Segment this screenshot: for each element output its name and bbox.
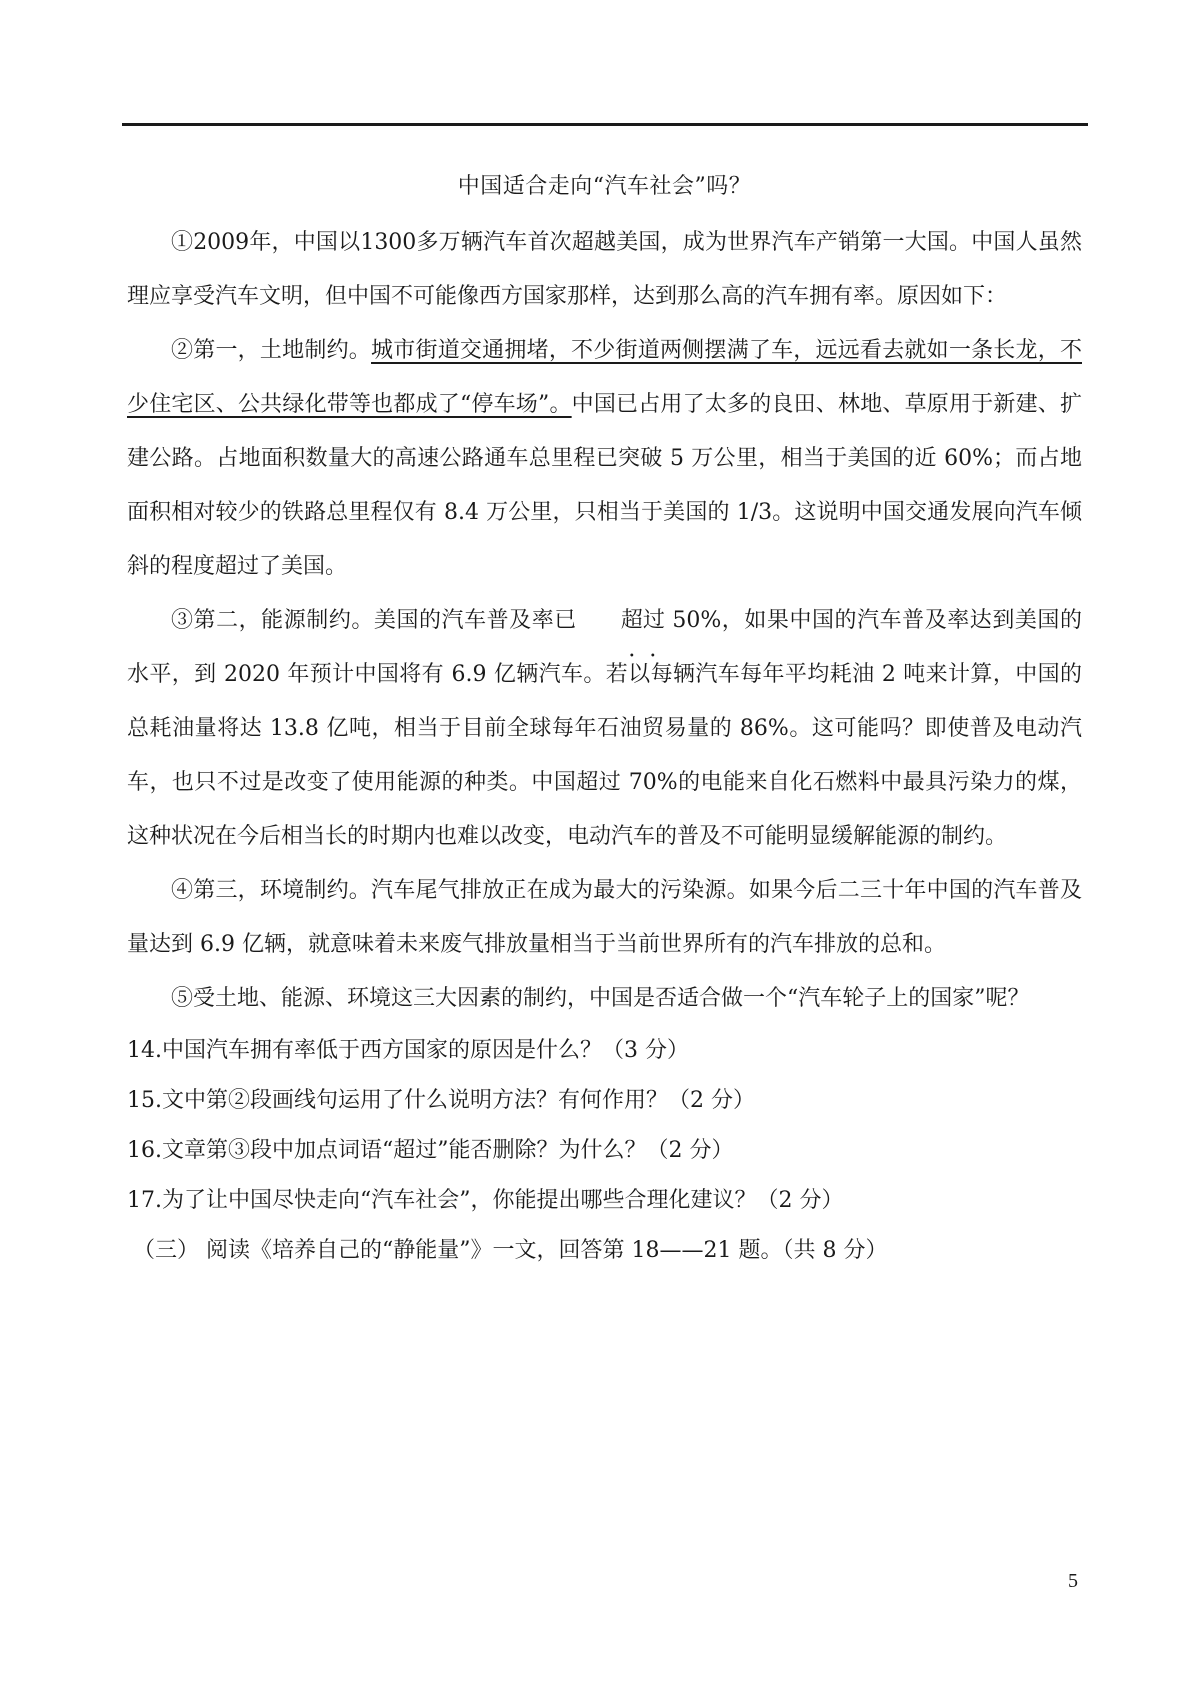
question-14: 14.中国汽车拥有率低于西方国家的原因是什么？（3 分） — [127, 1038, 689, 1063]
section-heading: （三） 阅读《培养自己的“静能量”》一文，回答第 18——21 题。（共 8 分） — [133, 1238, 888, 1263]
paragraph-3 — [127, 594, 1082, 864]
article-title: 中国适合走向“汽车社会”吗？ — [457, 174, 752, 199]
dotted-word: 超过 • • — [577, 594, 665, 648]
paragraph-1: ①2009年，中国以1300多万辆汽车首次超越美国，成为世界汽车产销第一大国。中国人虽然理应享受汽车文明，但中国不可能像西方国家那样，达到那么高的汽车拥有率。原因如下： — [127, 230, 1082, 309]
question-15: 15.文中第②段画线句运用了什么说明方法？有何作用？（2 分） — [127, 1088, 755, 1113]
paragraph-2-rest: 中国已占用了太多的良田、林地、草原用于新建、扩建公路。占地面积数量大的高速公路通车总里程已突破 5 万公里，相当于美国的近 60%；而占地面积相对较少的铁路总里程仅有 8.4 万公里，只相当于美国的 1/3。这说明中国交通发展向汽车倾斜的程度超过了美国。 — [127, 392, 1082, 579]
question-17: 17.为了让中国尽快走向“汽车社会”，你能提出哪些合理化建议？（2 分） — [127, 1188, 844, 1213]
header-rule — [122, 123, 1088, 126]
paragraph-4: ④第三，环境制约。汽车尾气排放正在成为最大的污染源。如果今后二三十年中国的汽车普及量达到 6.9 亿辆，就意味着未来废气排放量相当于当前世界所有的汽车排放的总和。 — [127, 878, 1082, 957]
paragraph-2 — [127, 324, 1082, 594]
paragraph-5: ⑤受土地、能源、环境这三大因素的制约，中国是否适合做一个“汽车轮子上的国家”呢？ — [171, 986, 1030, 1011]
paragraph-2-lead: ②第一，土地制约。 — [171, 338, 372, 363]
paragraph-3-rest: 50%，如果中国的汽车普及率达到美国的水平，到 2020 年预计中国将有 6.9 亿辆汽车。若以每辆汽车每年平均耗油 2 吨来计算，中国的总耗油量将达 13.8 亿吨，相当于目前全球每年石油贸易量的 86%。这可能吗？即使普及电动汽车，也只不过是改变了使用能源的种类。中国超过 70%的电能来自化石燃料中最具污染力的煤，这种状况在今后相当长的时期内也难以改变，电动汽车的普及不可能明显缓解能源的制约。 — [127, 608, 1082, 849]
paragraph-3-lead: ③第二，能源制约。美国的汽车普及率已 — [171, 608, 577, 633]
page-number: 5 — [1068, 1570, 1078, 1592]
question-16: 16.文章第③段中加点词语“超过”能否删除？为什么？（2 分） — [127, 1138, 734, 1163]
underlined-sentence: 城市街道交通拥堵，不少街道两侧摆满了车，远远看去就如一条长龙，不少住宅区、公共绿化带等也都成了“停车场”。 — [127, 338, 1082, 417]
document-page — [127, 160, 1082, 1276]
